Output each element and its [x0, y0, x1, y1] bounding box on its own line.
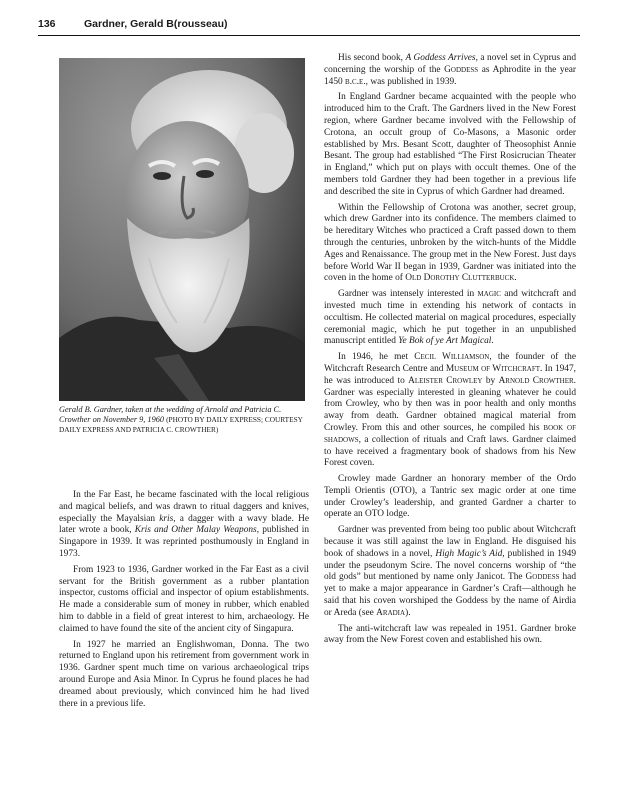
- paragraph: The anti-witchcraft law was repealed in 1951. Gardner broke away from the New Forest coven and established his own.: [324, 623, 576, 646]
- cross-reference: Aleister Crowley: [408, 375, 483, 386]
- paragraph: Gardner was intensely interested in magic and witchcraft and invested much time in extending his network of contacts in occultism. He collected material on magical procedures, especially ceremonial magic, which he put together in an unpublished manuscript entitled Ye Bok of ye Art Magical.: [324, 289, 576, 347]
- page-number: 136: [38, 18, 56, 30]
- paragraph: In 1946, he met Cecil Williamson, the founder of the Witchcraft Research Centre and Museum of Witchcraft. In 1947, he was introduced to Aleister Crowley by Arnold Crowther. Gardner was especially interested in gleaning whatever he could from Crowley, who by then was in poor health and only months away from death. Gardner obtained magical material from Crowley. From this and other sources, he compiled his book of shadows, a collection of rituals and Craft laws. Gardner claimed to have received a fragmentary book of shadows from his New Forest coven.: [324, 352, 576, 469]
- paragraph: Crowley made Gardner an honorary member of the Ordo Templi Orientis (OTO), a Tantric sex magic order at one time under Crowley’s leadership, and granted Gardner a charter to operate an OTO lodge.: [324, 474, 576, 520]
- running-title: Gardner, Gerald B(rousseau): [84, 18, 228, 30]
- paragraph: Within the Fellowship of Crotona was another, secret group, which drew Gardner into its confidence. The members claimed to be hereditary Witches who practiced a Craft passed down to them through the centuries, unbroken by the witch-hunts of the Middle Ages and Renaissance. The group met in the New Forest. Just days before World War II began in 1939, Gardner was initiated into the coven in the home of Old Dorothy Clutterbuck.: [324, 202, 576, 284]
- cross-reference: Goddess: [444, 64, 479, 75]
- paragraph: His second book, A Goddess Arrives, a novel set in Cyprus and concerning the worship of the Goddess as Aphrodite in the year 1450 b.c.e., was published in 1939.: [324, 53, 576, 87]
- running-header: [38, 18, 580, 40]
- caption-text: Gerald B. Gardner, taken at the wedding of Arnold and Patricia C. Crowther on November 9, 1960: [59, 405, 282, 425]
- portrait-photo: [59, 58, 305, 401]
- header-rule: [38, 35, 580, 36]
- photo-caption: [59, 405, 309, 435]
- cross-reference: Goddess: [525, 572, 560, 583]
- cross-reference: Museum of Witchcraft: [445, 363, 541, 374]
- paragraph: In 1927 he married an Englishwoman, Donna. The two returned to England upon his retirement from government work in 1936. Gardner spent much time on various archaeological trips around Europe and Asia Minor. In Cyprus he found places he had dreamed about previously, which convinced him he had lived there in a previous life.: [59, 639, 309, 709]
- paragraph: Gardner was prevented from being too public about Witchcraft because it was still against the law in England. He disguised his book of shadows in a novel, High Magic’s Aid, published in 1949 under the pseudonym Scire. The novel concerns worship of “the old gods” but mentioned by name only Janicot. The Goddess had yet to make a major appearance in Gardner’s Craft—although he said that his coven worshiped the Goddess by the name of Airdia or Areda (see Aradia).: [324, 525, 576, 618]
- paragraph: In England Gardner became acquainted with the people who introduced him to the Craft. The Gardners lived in the New Forest region, where Gardner became involved with the Fellowship of Crotona, an occult group of Co-Masons, a Masonic order established by Mrs. Besant Scott, daughter of Theosophist Annie Besant. The group had established “The First Rosicrucian Theater in England,” which put on plays with occult themes. One of the members told Gardner they had been together in a previous life and described the site in Cyprus of which Gardner had dreamed.: [324, 92, 576, 197]
- cross-reference: Cecil Williamson: [414, 352, 490, 363]
- caption-credit: (PHOTO BY DAILY EXPRESS; COURTESY DAILY EXPRESS AND PATRICIA C. CROWTHER): [59, 415, 303, 435]
- paragraph: In the Far East, he became fascinated with the local religious and magical beliefs, and was drawn to ritual daggers and knives, especially the Mayalsian kris, a dagger with a wavy blade. He later wrote a book, Kris and Other Malay Weapons, published in Singapore in 1939. It was reprinted posthumously in England in 1973.: [59, 490, 310, 559]
- cross-reference: Aradia: [376, 607, 406, 618]
- portrait-photo-graphic: [59, 58, 305, 401]
- cross-reference: Old Dorothy Clutterbuck: [405, 273, 515, 284]
- cross-reference: book of shadows: [324, 422, 576, 445]
- cross-reference: Arnold Crowther: [498, 375, 574, 386]
- paragraph: From 1923 to 1936, Gardner worked in the Far East as a civil servant for the British government as a rubber plantation inspector, customs official and inspector of opium establishments. He made a considerable sum of money in rubber, which enabled him to dabble in a field of great interest to him, archaeology. He claimed to have found the site of the ancient city of Singapura.: [59, 564, 309, 634]
- cross-reference: magic: [477, 289, 501, 300]
- left-column: [59, 490, 309, 714]
- right-column: [324, 53, 576, 651]
